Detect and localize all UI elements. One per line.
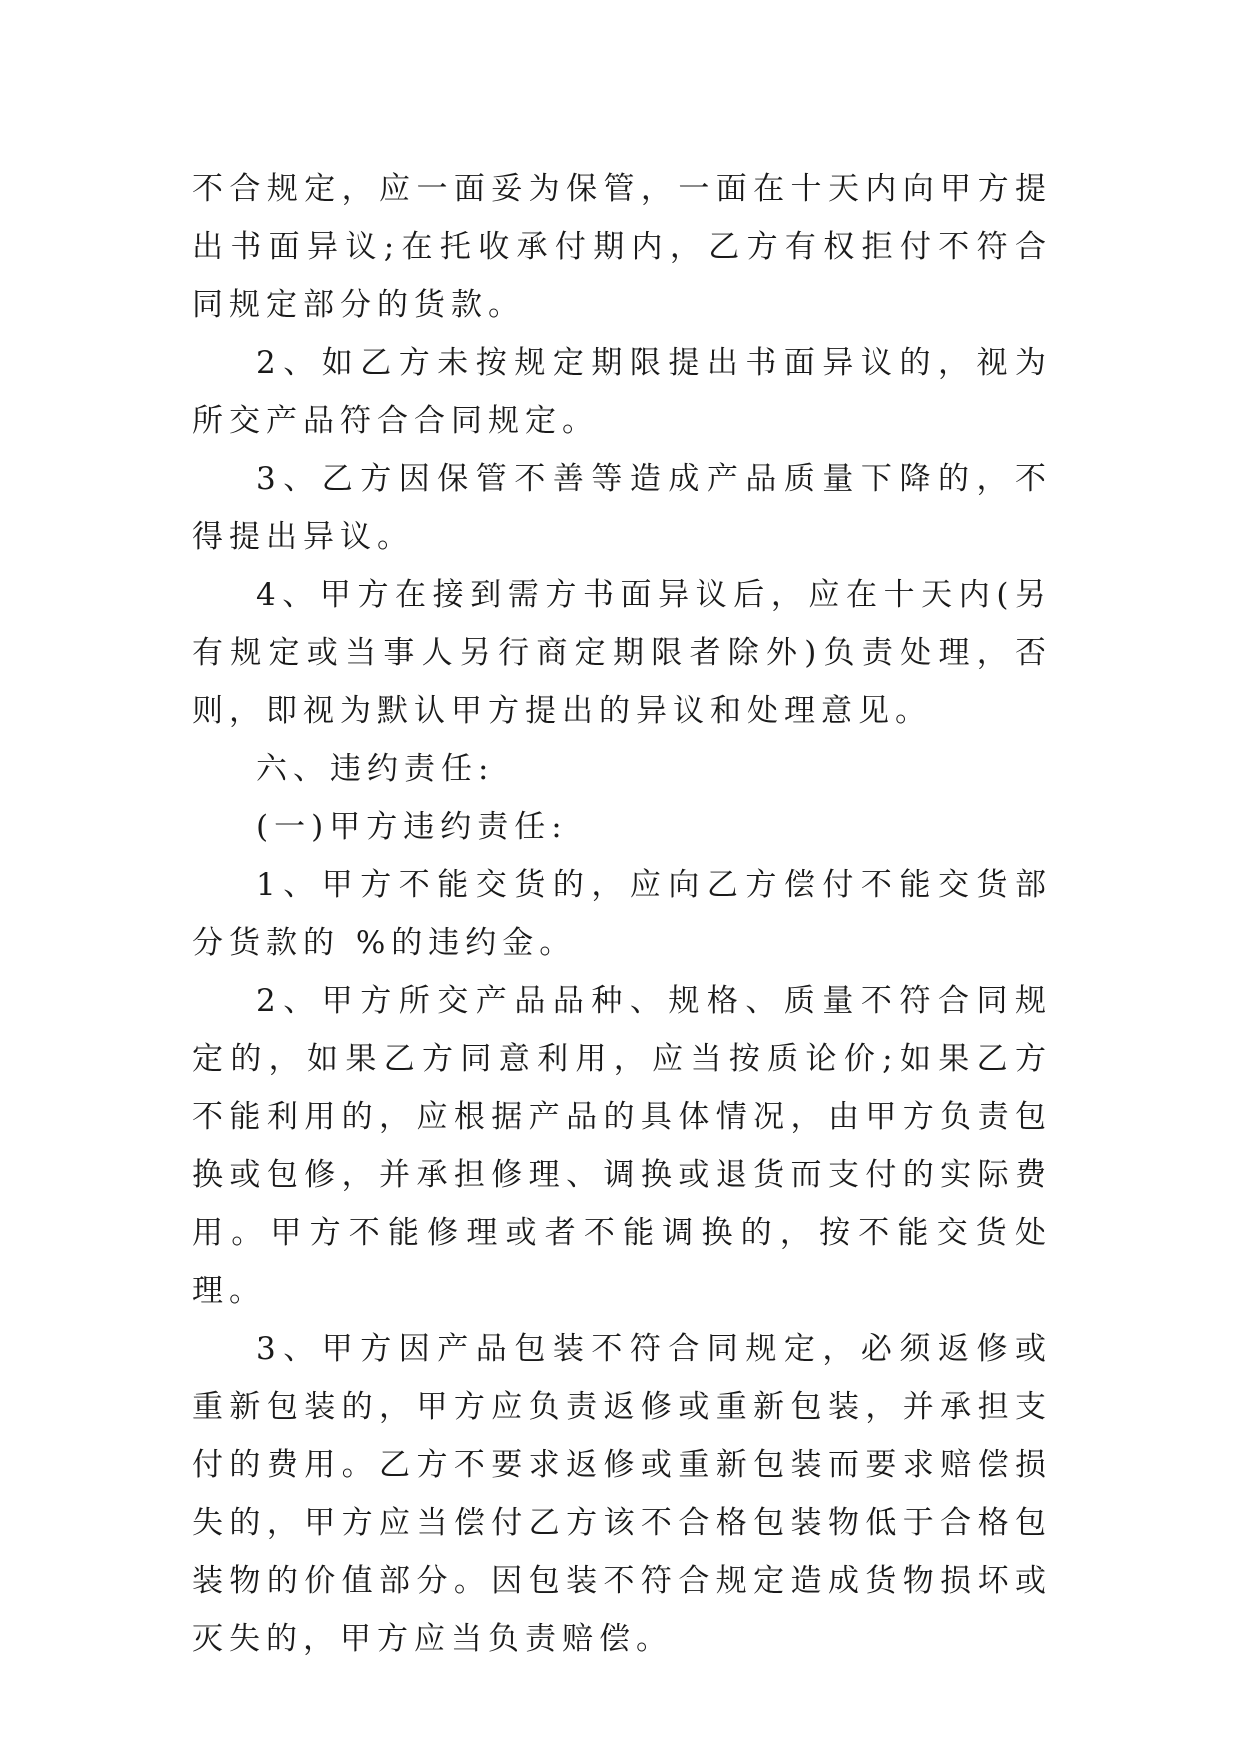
paragraph-liability-2: 2、甲方所交产品品种、规格、质量不符合同规定的，如果乙方同意利用，应当按质论价;如果乙方不能利用的，应根据产品的具体情况，由甲方负责包换或包修，并承担修理、调换或退货而支付的实际费用。甲方不能修理或者不能调换的，按不能交货处理。 [192,983,1052,1309]
subsection-heading-party-a: (一)甲方违约责任: [256,809,568,845]
paragraph-liability-3: 3、甲方因产品包装不符合同规定，必须返修或重新包装的，甲方应负责返修或重新包装，并承担支付的费用。乙方不要求返修或重新包装而要求赔偿损失的，甲方应当偿付乙方该不合格包装物低于合格包装物的价值部分。因包装不符合规定造成货物损坏或灭失的，甲方应当负责赔偿。 [192,1331,1052,1657]
paragraph-clause-4: 4、甲方在接到需方书面异议后，应在十天内(另有规定或当事人另行商定期限者除外)负责处理，否则，即视为默认甲方提出的异议和处理意见。 [192,577,1052,729]
section-heading-liability: 六、违约责任: [256,751,495,787]
paragraph-clause-2: 2、如乙方未按规定期限提出书面异议的，视为所交产品符合合同规定。 [192,345,1052,439]
document-body [192,160,1052,1668]
paragraph-continuation: 不合规定，应一面妥为保管，一面在十天内向甲方提出书面异议;在托收承付期内，乙方有权拒付不符合同规定部分的货款。 [192,171,1052,323]
paragraph-liability-1: 1、甲方不能交货的，应向乙方偿付不能交货部分货款的 %的违约金。 [192,867,1052,961]
paragraph-clause-3: 3、乙方因保管不善等造成产品质量下降的，不得提出异议。 [192,461,1052,555]
